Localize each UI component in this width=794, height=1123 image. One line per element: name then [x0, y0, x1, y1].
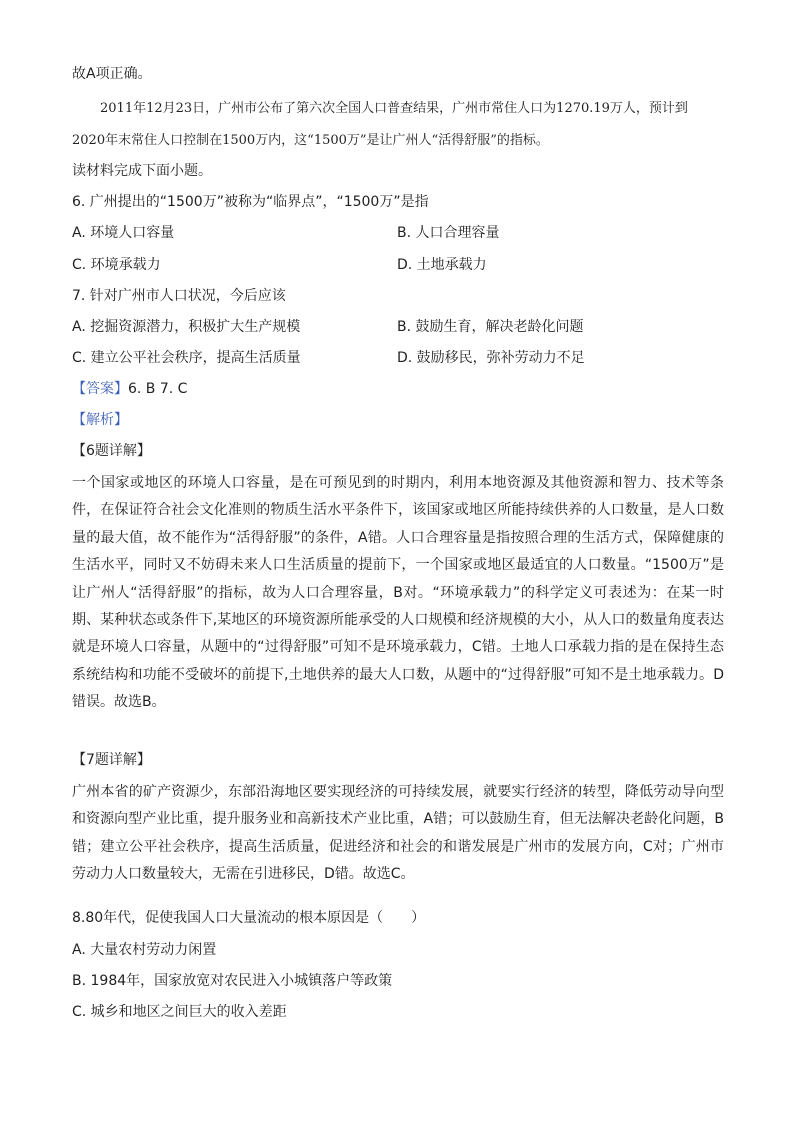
- question-6-option-a: A. 环境人口容量: [72, 225, 175, 241]
- answer-text: 6. B 7. C: [128, 381, 188, 397]
- question-6-option-c: C. 环境承载力: [72, 257, 161, 273]
- answer-line: [72, 379, 187, 399]
- detail-6-tag: 【6题详解】: [72, 443, 151, 459]
- question-7-option-a: A. 挖掘资源潜力，积极扩大生产规模: [72, 319, 301, 335]
- question-8-option-c: C. 城乡和地区之间巨大的收入差距: [72, 1004, 287, 1020]
- question-6-option-d: D. 土地承载力: [397, 257, 487, 273]
- question-6-stem: 6. 广州提出的“1500万”被称为“临界点”，“1500万”是指: [72, 194, 429, 210]
- question-6-option-b: B. 人口合理容量: [397, 225, 500, 241]
- analysis-tag: 【解析】: [72, 412, 128, 428]
- detail-7-text: 广州本省的矿产资源少，东部沿海地区要实现经济的可持续发展，就要实行经济的转型，降低劳动导向型和资源向型产业比重，提升服务业和高新技术产业比重，A错；可以鼓励生育，但无法解决老龄化问题，B错；建立公平社会秩序，提高生活质量，促进经济和社会的和谐发展是广州市的发展方向，C对；广州市劳动力人口数量较大，无需在引进移民，D错。故选C。: [72, 784, 724, 883]
- material-line-1: 2011年12月23日，广州市公布了第六次全国人口普查结果，广州市常住人口为1270.19万人，预计到: [100, 101, 688, 116]
- detail-6-text: 一个国家或地区的环境人口容量，是在可预见到的时期内，利用本地资源及其他资源和智力、技术等条件，在保证符合社会文化准则的物质生活水平条件下，该国家或地区所能持续供养的人口数量，是人口数量的最大值，故不能作为“活得舒服”的条件，A错。人口合理容量是指按照合理的生活方式，保障健康的生活水平，同时又不妨碍未来人口生活质量的提前下，一个国家或地区最适宜的人口数量。“1500万”是让广州人“活得舒服”的指标，故为人口合理容量，B对。“环境承载力”的科学定义可表述为：在某一时期、某种状态或条件下,某地区的环境资源所能承受的人口规模和经济规模的大小，从人口的数量角度表达就是环境人口容量，从题中的“过得舒服”可知不是环境承载力，C错。土地人口承载力指的是在保持生态系统结构和功能不受破坏的前提下,土地供养的最大人口数，从题中的“过得舒服”可知不是土地承载力。D错误。故选B。: [72, 475, 724, 711]
- detail-7-tag: 【7题详解】: [72, 752, 151, 768]
- answer-tag: 【答案】: [72, 381, 128, 397]
- question-7-stem: 7. 针对广州市人口状况，今后应该: [72, 288, 286, 304]
- question-8-option-b: B. 1984年，国家放宽对农民进入小城镇落户等政策: [72, 973, 393, 989]
- question-7-option-d: D. 鼓励移民，弥补劳动力不足: [397, 350, 585, 366]
- prior-answer-line: 故A项正确。: [72, 66, 152, 82]
- reading-instruction: 读材料完成下面小题。: [72, 163, 212, 179]
- question-7-option-b: B. 鼓励生育，解决老龄化问题: [397, 319, 584, 335]
- question-8-stem: 8.80年代，促使我国人口大量流动的根本原因是（ ）: [72, 910, 426, 926]
- material-line-2: 2020年末常住人口控制在1500万内，这“1500万”是让广州人“活得舒服”的指标。: [72, 133, 549, 148]
- question-7-option-c: C. 建立公平社会秩序，提高生活质量: [72, 350, 301, 366]
- question-8-option-a: A. 大量农村劳动力闲置: [72, 942, 217, 958]
